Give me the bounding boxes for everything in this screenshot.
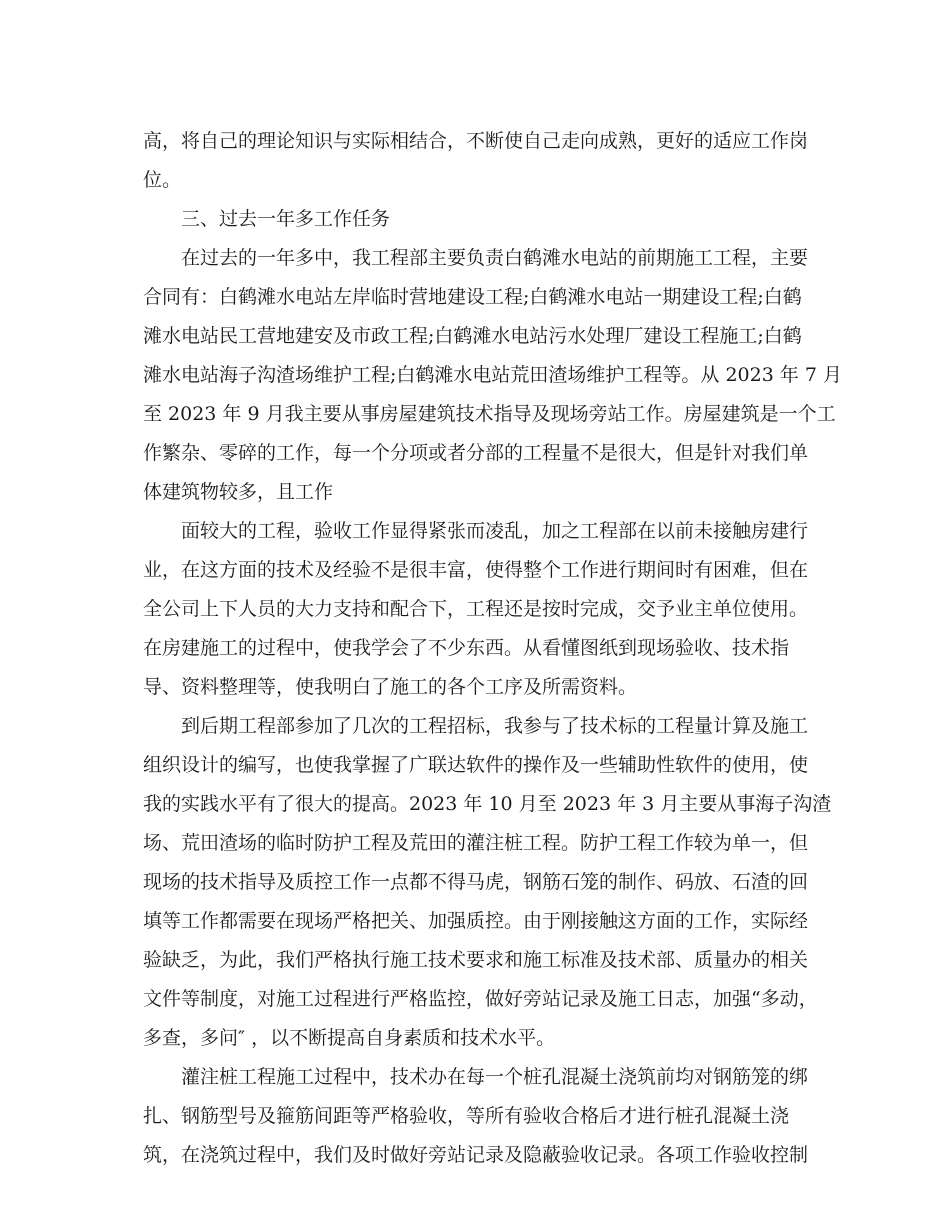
text-line: 面较大的工程，验收工作显得紧张而凌乱，加之工程部在以前未接触房建行 (181, 520, 809, 542)
text-line: 现场的技术指导及质控工作一点都不得马虎，钢筋石笼的制作、码放、石渣的回 (143, 871, 809, 893)
text-line: 筑，在浇筑过程中，我们及时做好旁站记录及隐蔽验收记录。各项工作验收控制 (143, 1144, 809, 1166)
text-line: 验缺乏，为此，我们严格执行施工技术要求和施工标准及技术部、质量办的相关 (143, 949, 809, 971)
text-line: 灌注桩工程施工过程中，技术办在每一个桩孔混凝土浇筑前均对钢筋笼的绑 (181, 1066, 809, 1088)
text-line: 至 2023 年 9 月我主要从事房屋建筑技术指导及现场旁站工作。房屋建筑是一个工 (143, 403, 836, 425)
text-line: 填等工作都需要在现场严格把关、加强质控。由于刚接触这方面的工作，实际经 (143, 910, 809, 932)
text-line: 扎、钢筋型号及箍筋间距等严格验收，等所有验收合格后才进行桩孔混凝土浇 (143, 1105, 790, 1127)
text-line: 业，在这方面的技术及经验不是很丰富，使得整个工作进行期间时有困难，但在 (143, 559, 809, 581)
text-line: 到后期工程部参加了几次的工程招标，我参与了技术标的工程量计算及施工 (181, 715, 809, 737)
text-line: 高，将自己的理论知识与实际相结合，不断使自己走向成熟，更好的适应工作岗 (143, 130, 809, 152)
text-line: 在房建施工的过程中，使我学会了不少东西。从看懂图纸到现场验收、技术指 (143, 637, 790, 659)
text-line: 组织设计的编写，也使我掌握了广联达软件的操作及一些辅助性软件的使用，使 (143, 754, 809, 776)
text-line: 我的实践水平有了很大的提高。2023 年 10 月至 2023 年 3 月主要从事海子沟渣 (143, 793, 832, 815)
text-line: 位。 (143, 169, 182, 191)
section-heading: 三、过去一年多工作任务 (181, 208, 391, 230)
text-line: 导、资料整理等，使我明白了施工的各个工序及所需资料。 (143, 676, 638, 698)
text-line: 文件等制度，对施工过程进行严格监控，做好旁站记录及施工日志，加强“多动， (143, 988, 818, 1010)
text-line: 作繁杂、零碎的工作，每一个分项或者分部的工程量不是很大，但是针对我们单 (143, 442, 809, 464)
text-line: 滩水电站民工营地建安及市政工程;白鹤滩水电站污水处理厂建设工程施工;白鹤 (143, 325, 802, 347)
text-line: 合同有：白鹤滩水电站左岸临时营地建设工程;白鹤滩水电站一期建设工程;白鹤 (143, 286, 802, 308)
text-line: 在过去的一年多中，我工程部主要负责白鹤滩水电站的前期施工工程，主要 (181, 247, 809, 269)
text-line: 滩水电站海子沟渣场维护工程;白鹤滩水电站荒田渣场维护工程等。从 2023 年 7 月 (143, 364, 843, 386)
text-line: 多查，多问″ ，以不断提高自身素质和技术水平。 (143, 1027, 556, 1049)
text-line: 全公司上下人员的大力支持和配合下，工程还是按时完成，交予业主单位使用。 (143, 598, 809, 620)
text-line: 体建筑物较多，且工作 (143, 481, 334, 503)
text-line: 场、荒田渣场的临时防护工程及荒田的灌注桩工程。防护工程工作较为单一，但 (143, 832, 809, 854)
